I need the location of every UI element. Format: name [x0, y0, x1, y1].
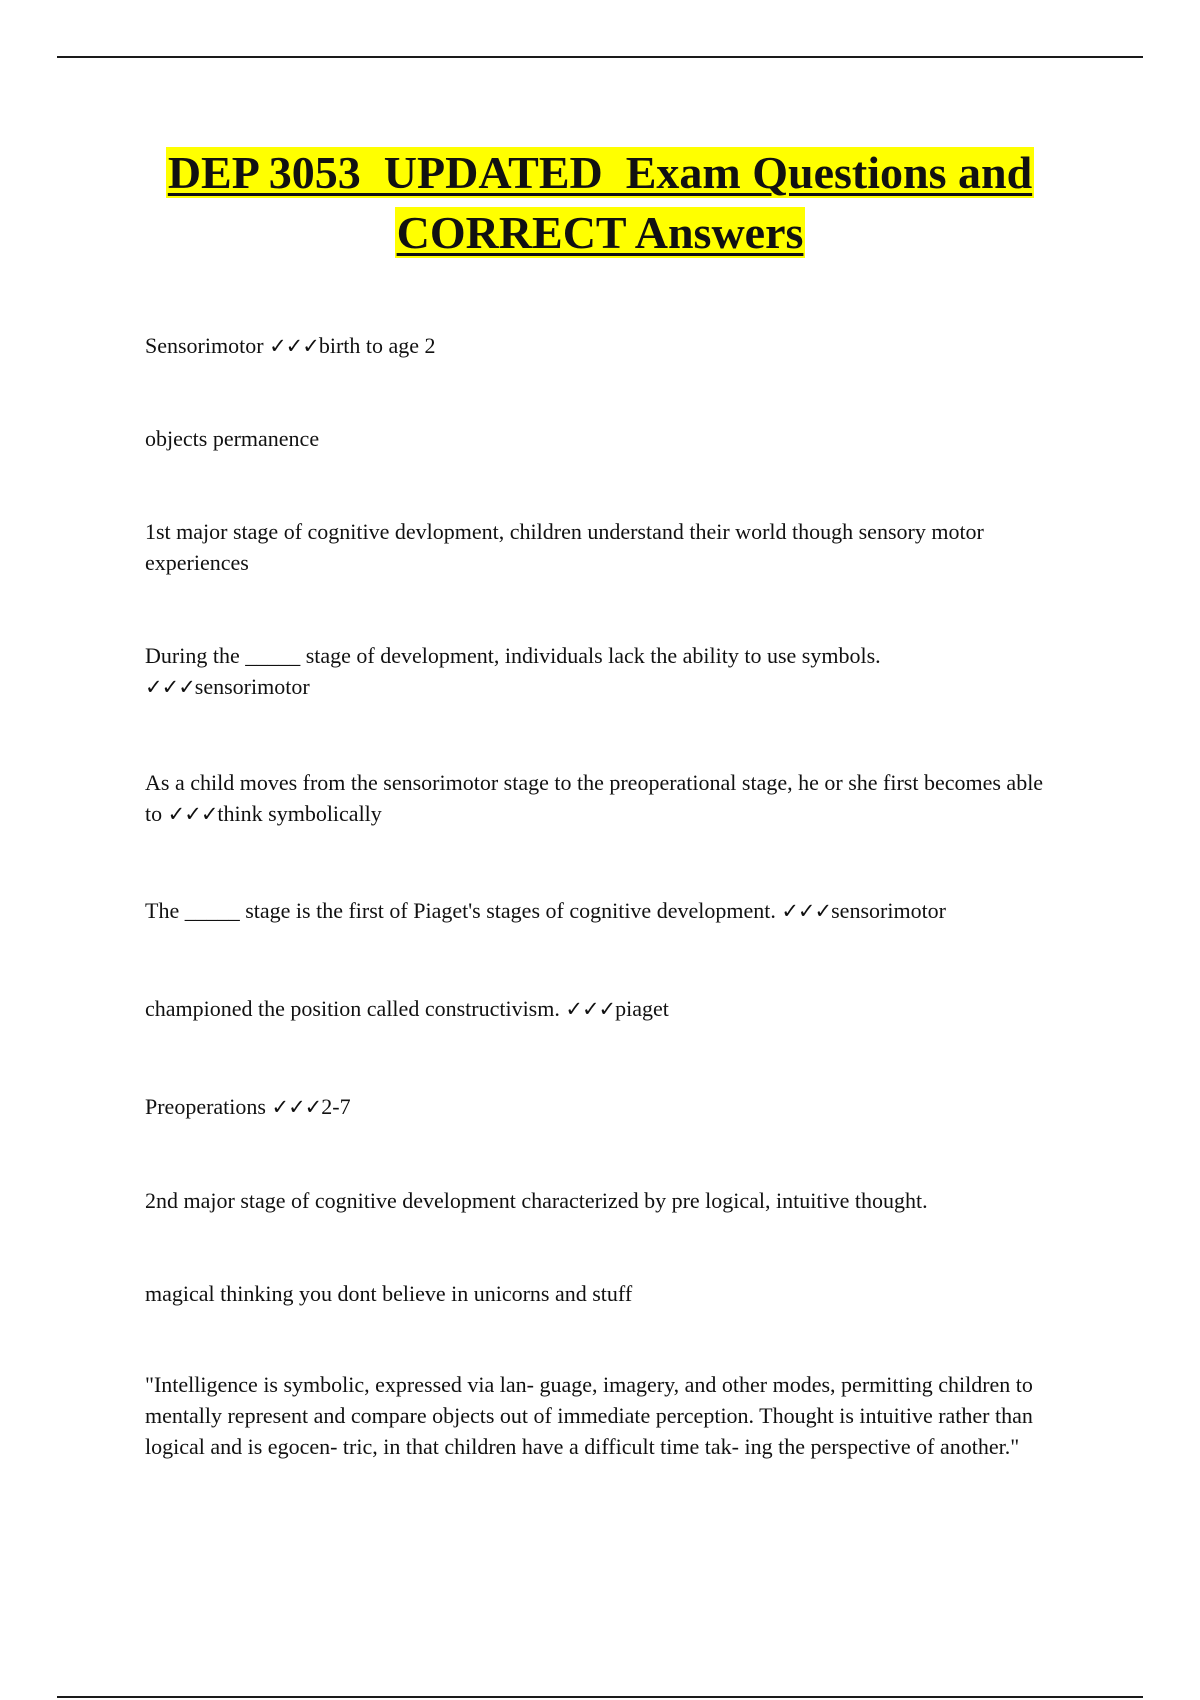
text-item: 2nd major stage of cognitive development characterized by pre logical, intuitive thought.: [145, 1188, 928, 1213]
text-item: 1st major stage of cognitive devlopment, children understand their world though sensory motor experiences: [145, 519, 990, 575]
checkmark-icon: ✓✓✓: [167, 802, 218, 826]
title-line-2: CORRECT Answers: [396, 207, 804, 258]
question-text: Preoperations: [145, 1094, 272, 1119]
answer-text: 2-7: [321, 1094, 351, 1119]
text-item: objects permanence: [145, 426, 320, 451]
question-text: The _____ stage is the first of Piaget's stages of cognitive development.: [145, 898, 782, 923]
qa-item: [145, 330, 1045, 362]
text-item: magical thinking you dont believe in unicorns and stuff: [145, 1281, 633, 1306]
question-text: During the _____ stage of development, individuals lack the ability to use symbols.: [145, 643, 881, 668]
qa-item: [145, 895, 1045, 927]
answer-text: sensorimotor: [194, 674, 310, 699]
text-item: "Intelligence is symbolic, expressed via lan- guage, imagery, and other modes, permitting children to mentally represent and compare objects out of immediate perception. Thought is intuitive rather than logical and is egocen- tric, in that children have a difficult time tak- ing the perspective of another.": [145, 1372, 1039, 1459]
qa-item: [145, 767, 1049, 830]
header-rule: [57, 56, 1143, 58]
qa-item: [145, 993, 1045, 1025]
question-text: As a child moves from the sensorimotor stage to the preoperational stage, he or she first becomes able to: [145, 770, 1049, 826]
answer-text: sensorimotor: [831, 898, 947, 923]
qa-item: [145, 640, 1045, 703]
answer-text: birth to age 2: [318, 333, 436, 358]
checkmark-icon: ✓✓✓: [145, 675, 195, 699]
checkmark-icon: ✓✓✓: [271, 1095, 322, 1119]
question-text: championed the position called constructivism.: [145, 996, 566, 1021]
question-text: Sensorimotor: [145, 333, 270, 358]
qa-item: [145, 1091, 1045, 1123]
checkmark-icon: ✓✓✓: [269, 334, 319, 358]
answer-text: think symbolically: [217, 801, 382, 826]
checkmark-icon: ✓✓✓: [781, 899, 832, 923]
answer-text: piaget: [615, 996, 669, 1021]
footer-rule: [57, 1696, 1143, 1698]
checkmark-icon: ✓✓✓: [565, 997, 616, 1021]
title-line-1: DEP 3053 UPDATED Exam Questions and: [167, 147, 1033, 198]
document-title: [145, 143, 1055, 263]
